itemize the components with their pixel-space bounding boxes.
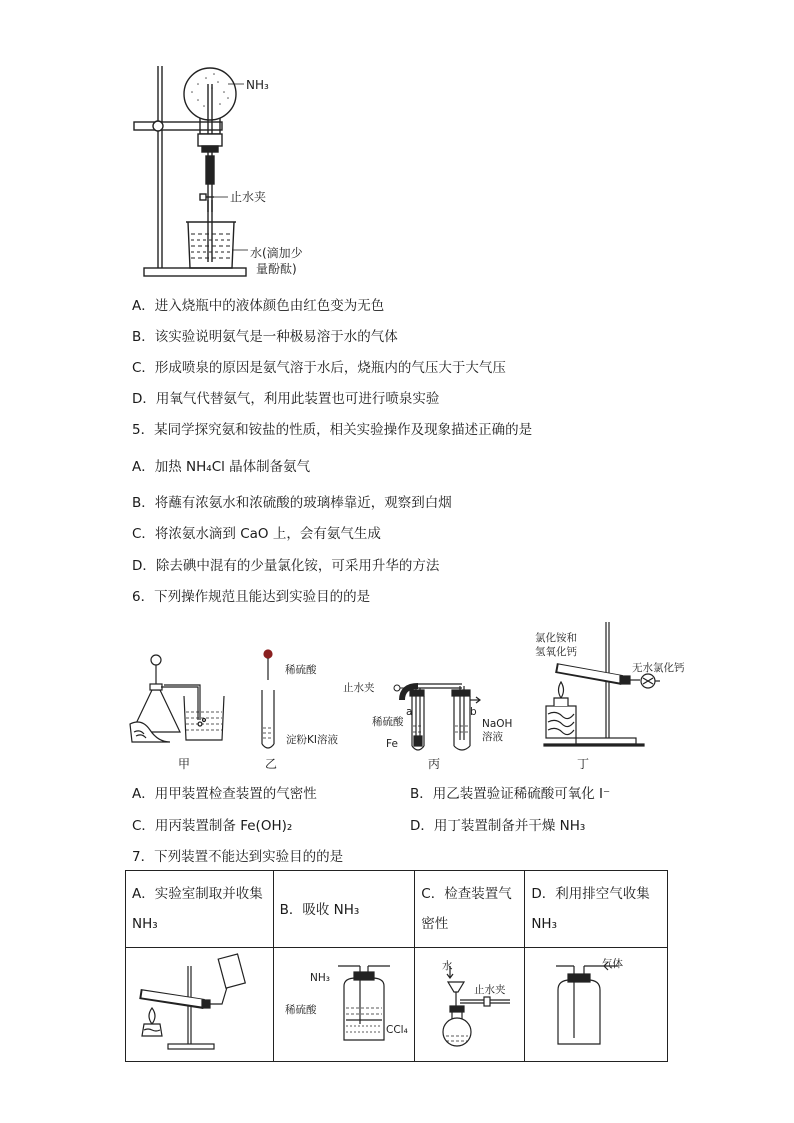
- label-fe: Fe: [386, 738, 398, 750]
- q7-apparatus-b-figure: [334, 962, 394, 1046]
- q7-label-clamp: 止水夹: [474, 984, 506, 996]
- q6-stem: 6．下列操作规范且能达到实验目的的是: [132, 589, 371, 605]
- q7-apparatus-c-figure: [430, 962, 520, 1052]
- q7-label-h2so4: 稀硫酸: [285, 1004, 317, 1016]
- q7-label-gas: 气体: [602, 958, 623, 970]
- label-yi: 乙: [265, 757, 278, 771]
- label-nh4cl-1: 氯化铵和: [535, 632, 577, 644]
- q7-cell-a: A．实验室制取并收集 NH₃: [126, 871, 274, 948]
- q7-cell-c: C．检查装置气密性: [415, 871, 525, 948]
- q4-option-b: B．该实验说明氨气是一种极易溶于水的气体: [132, 329, 398, 345]
- q5-option-c: C．将浓氨水滴到 CaO 上，会有氨气生成: [132, 526, 381, 542]
- q7-cell-d: D．利用排空气收集 NH₃: [525, 871, 668, 948]
- q5-stem: 5．某同学探究氨和铵盐的性质，相关实验操作及现象描述正确的是: [132, 422, 533, 438]
- q4-option-a: A．进入烧瓶中的液体颜色由红色变为无色: [132, 298, 385, 314]
- q5-option-a: A．加热 NH₄Cl 晶体制备氨气: [132, 459, 311, 475]
- q5-option-d: D．除去碘中混有的少量氯化铵，可采用升华的方法: [132, 558, 440, 574]
- label-a: a: [406, 706, 413, 718]
- apparatus-jia-figure: [128, 650, 234, 750]
- clamp-icon: [392, 681, 406, 695]
- label-naoh: NaOH: [482, 718, 513, 730]
- q7-label-ccl4: CCl₄: [386, 1024, 408, 1036]
- label-nh4cl-2: 氢氧化钙: [535, 646, 577, 658]
- q7-cell-b: B．吸收 NH₃: [273, 871, 415, 948]
- q7-label-water: 水: [442, 960, 453, 972]
- label-jia: 甲: [178, 757, 191, 771]
- clamp-label: 止水夹: [230, 190, 267, 204]
- q6-option-a: A．用甲装置检查装置的气密性: [132, 786, 317, 802]
- label-ding: 丁: [577, 757, 590, 771]
- water-label-1: 水(滴加少: [250, 246, 303, 260]
- q7-apparatus-d-figure: [548, 958, 668, 1050]
- label-bing-clamp: 止水夹: [343, 682, 375, 694]
- label-dilute-h2so4: 稀硫酸: [285, 664, 317, 676]
- label-b: b: [470, 706, 477, 718]
- label-bing-h2so4: 稀硫酸: [372, 716, 404, 728]
- q7-label-nh3: NH₃: [310, 972, 330, 984]
- q6-option-d: D．用丁装置制备并干燥 NH₃: [410, 818, 586, 834]
- label-solution: 溶液: [482, 731, 503, 743]
- apparatus-yi-figure: [254, 648, 284, 752]
- q7-apparatus-a-figure: [132, 952, 270, 1052]
- label-bing: 丙: [428, 757, 441, 771]
- q7-stem: 7．下列装置不能达到实验目的的是: [132, 849, 344, 865]
- label-starch-ki: 淀粉KI溶液: [286, 734, 338, 746]
- q4-option-c: C．形成喷泉的原因是氨气溶于水后，烧瓶内的气压大于大气压: [132, 360, 506, 376]
- q5-option-b: B．将蘸有浓氨水和浓硫酸的玻璃棒靠近，观察到白烟: [132, 495, 452, 511]
- q6-option-b: B．用乙装置验证稀硫酸可氧化 I⁻: [410, 786, 611, 802]
- water-label-2: 量酚酞): [256, 262, 297, 276]
- q4-option-d: D．用氧气代替氨气，利用此装置也可进行喷泉实验: [132, 391, 440, 407]
- nh3-label: NH₃: [246, 78, 269, 92]
- label-cacl2: 无水氯化钙: [632, 662, 685, 674]
- q6-option-c: C．用丙装置制备 Fe(OH)₂: [132, 818, 293, 834]
